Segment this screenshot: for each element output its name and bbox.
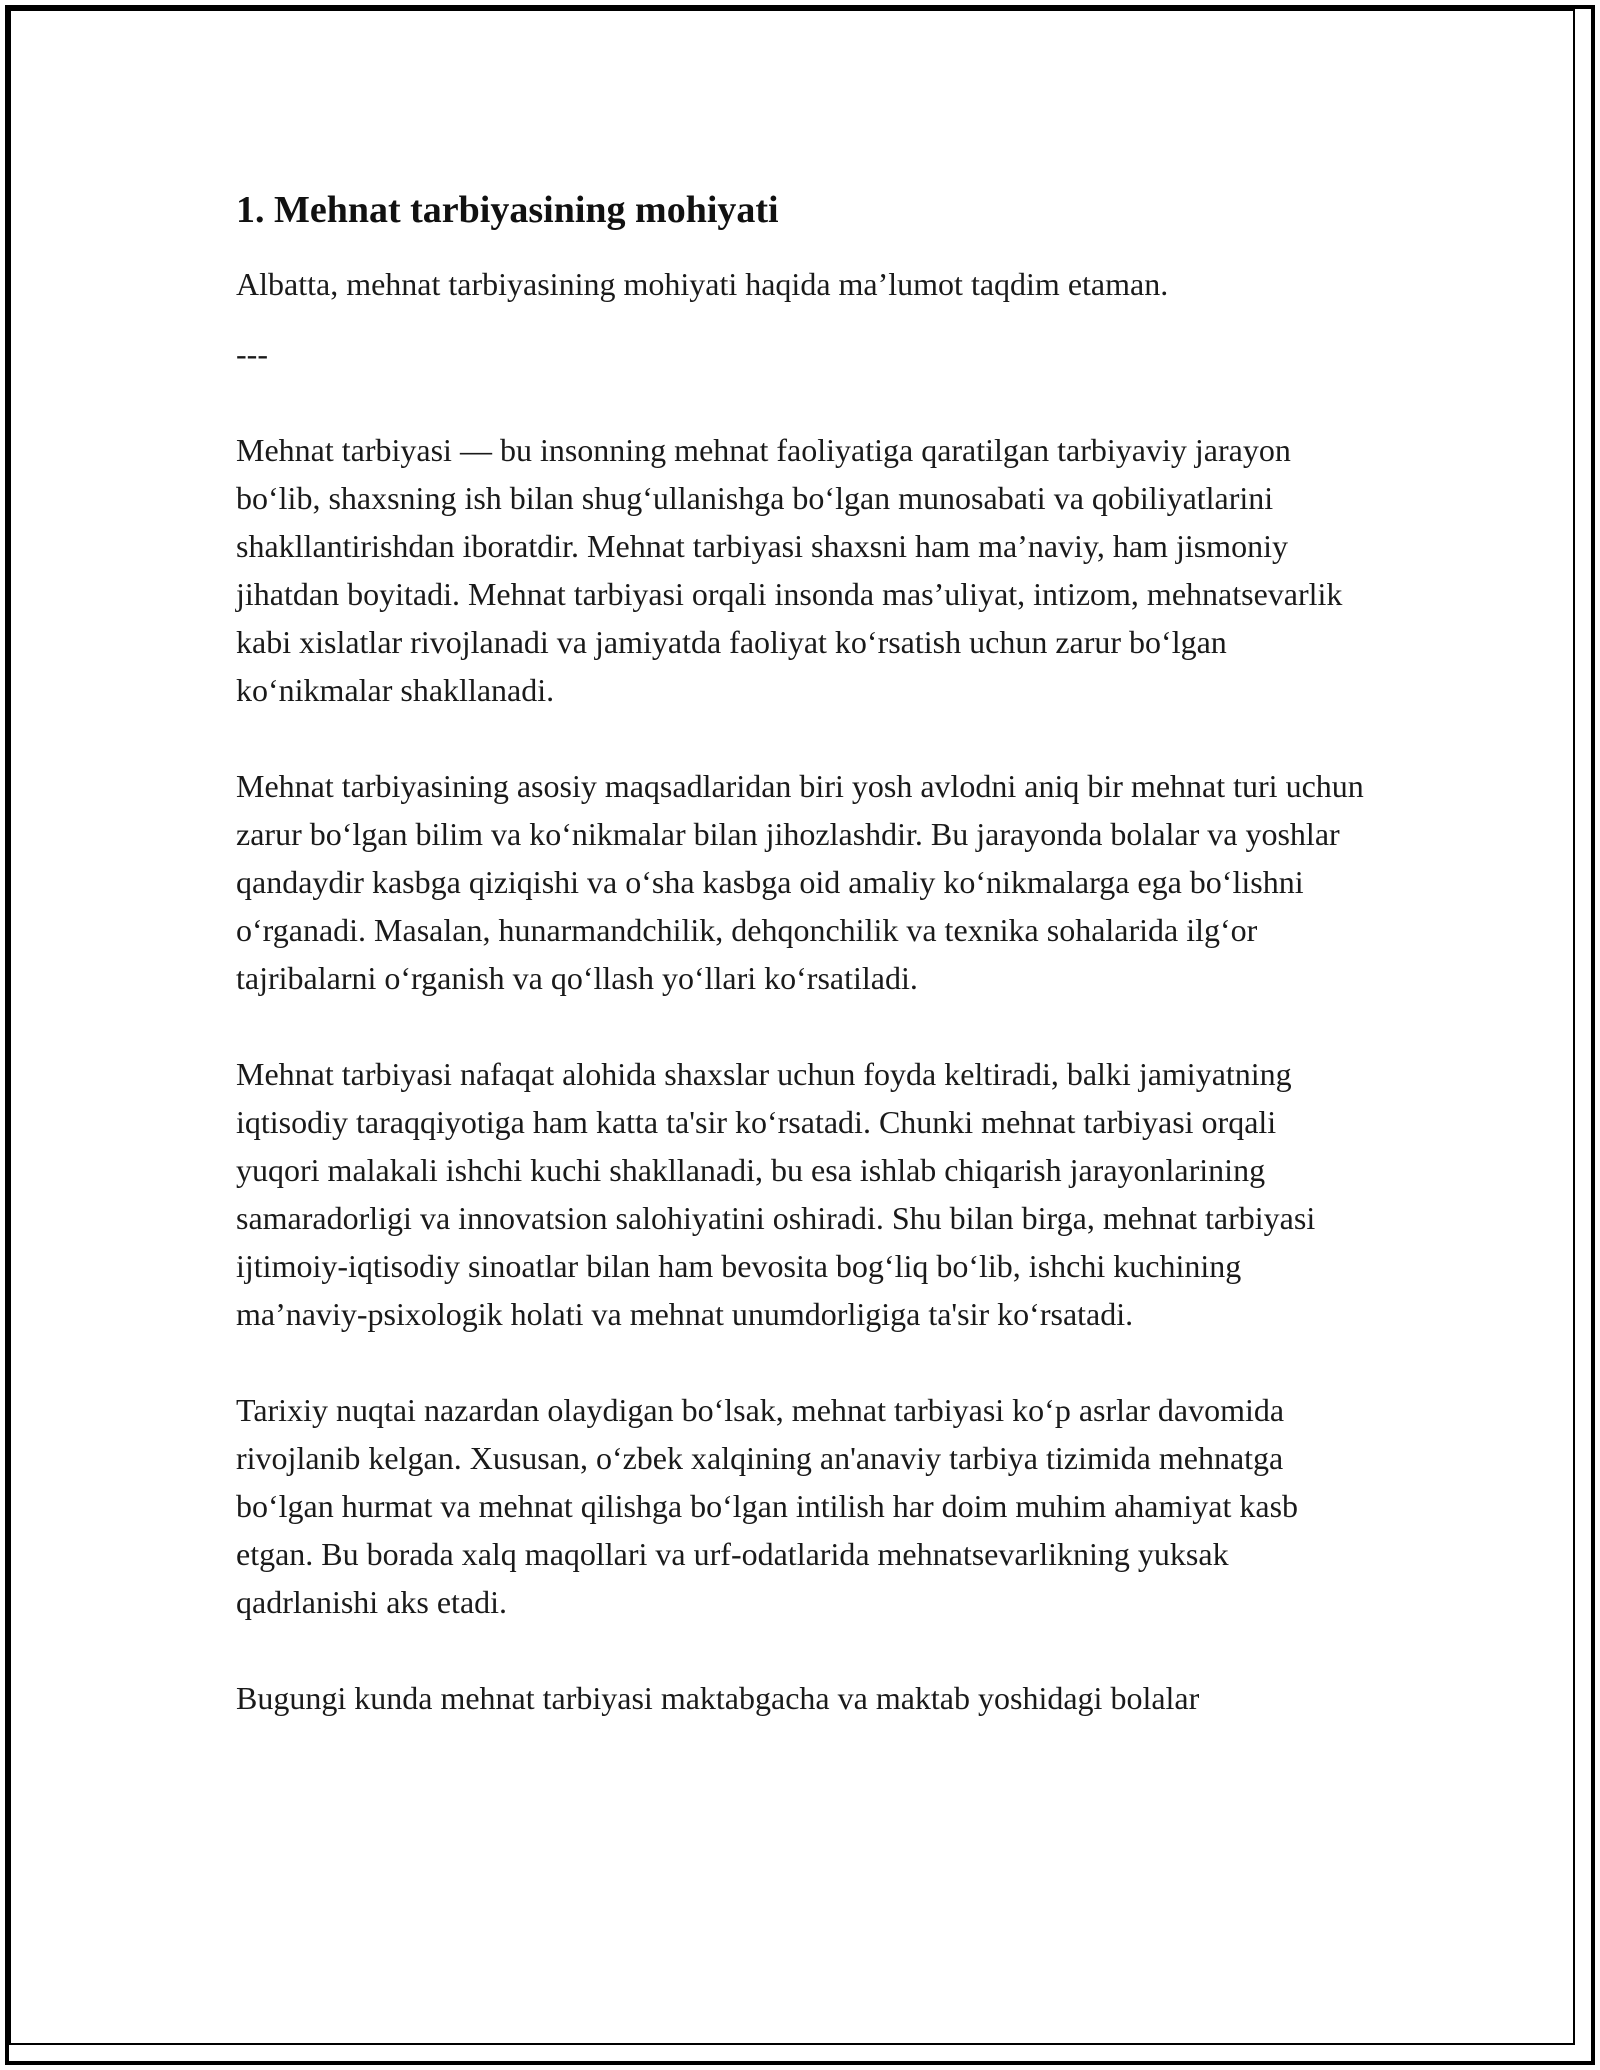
paragraph-4: Tarixiy nuqtai nazardan olaydigan bo‘lsak, mehnat tarbiyasi ko‘p asrlar davomida rivojlanib kelgan. Xususan, o‘zbek xalqining an'anaviy tarbiya tizimida mehnatga bo‘lgan hurmat va mehnat qilishga bo‘lgan intilish har doim muhim ahamiyat kasb etgan. Bu borada xalq maqollari va urf-odatlarida mehnatsevarlikning yuksak qadrlanishi aks etadi. (236, 1392, 1299, 1620)
separator-line: --- (236, 336, 268, 372)
paragraph-2: Mehnat tarbiyasining asosiy maqsadlaridan biri yosh avlodni aniq bir mehnat turi uchun zarur bo‘lgan bilim va ko‘nikmalar bilan jihozlashdir. Bu jarayonda bolalar va yoshlar qandaydir kasbga qiziqishi va o‘sha kasbga oid amaliy ko‘nikmalarga ega bo‘lishni o‘rganadi. Masalan, hunarmandchilik, dehqonchilik va texnika sohalarida ilg‘or tajribalarni o‘rganish va qo‘llash yo‘llari ko‘rsatiladi. (236, 768, 1364, 996)
paragraph-3: Mehnat tarbiyasi nafaqat alohida shaxslar uchun foyda keltiradi, balki jamiyatning iqtisodiy taraqqiyotiga ham katta ta'sir ko‘rsatadi. Chunki mehnat tarbiyasi orqali yuqori malakali ishchi kuchi shakllanadi, bu esa ishlab chiqarish jarayonlarining samaradorligi va innovatsion salohiyatini oshiradi. Shu bilan birga, mehnat tarbiyasi ijtimoiy-iqtisodiy sinoatlar bilan ham bevosita bog‘liq bo‘lib, ishchi kuchining ma’naviy-psixologik holati va mehnat unumdorligiga ta'sir ko‘rsatadi. (236, 1056, 1316, 1332)
intro-paragraph: Albatta, mehnat tarbiyasining mohiyati haqida ma’lumot taqdim etaman. (236, 266, 1169, 302)
paragraph-1: Mehnat tarbiyasi — bu insonning mehnat faoliyatiga qaratilgan tarbiyaviy jarayon bo‘lib, shaxsning ish bilan shug‘ullanishga bo‘lgan munosabati va qobiliyatlarini shakllantirishdan iboratdir. Mehnat tarbiyasi shaxsni ham ma’naviy, ham jismoniy jihatdan boyitadi. Mehnat tarbiyasi orqali insonda mas’uliyat, intizom, mehnatsevarlik kabi xislatlar rivojlanadi va jamiyatda faoliyat ko‘rsatish uchun zarur bo‘lgan ko‘nikmalar shakllanadi. (236, 432, 1343, 708)
document-body (236, 186, 1366, 1770)
section-title: 1. Mehnat tarbiyasining mohiyati (236, 189, 779, 231)
paragraph-5: Bugungi kunda mehnat tarbiyasi maktabgacha va maktab yoshidagi bolalar (236, 1680, 1200, 1716)
